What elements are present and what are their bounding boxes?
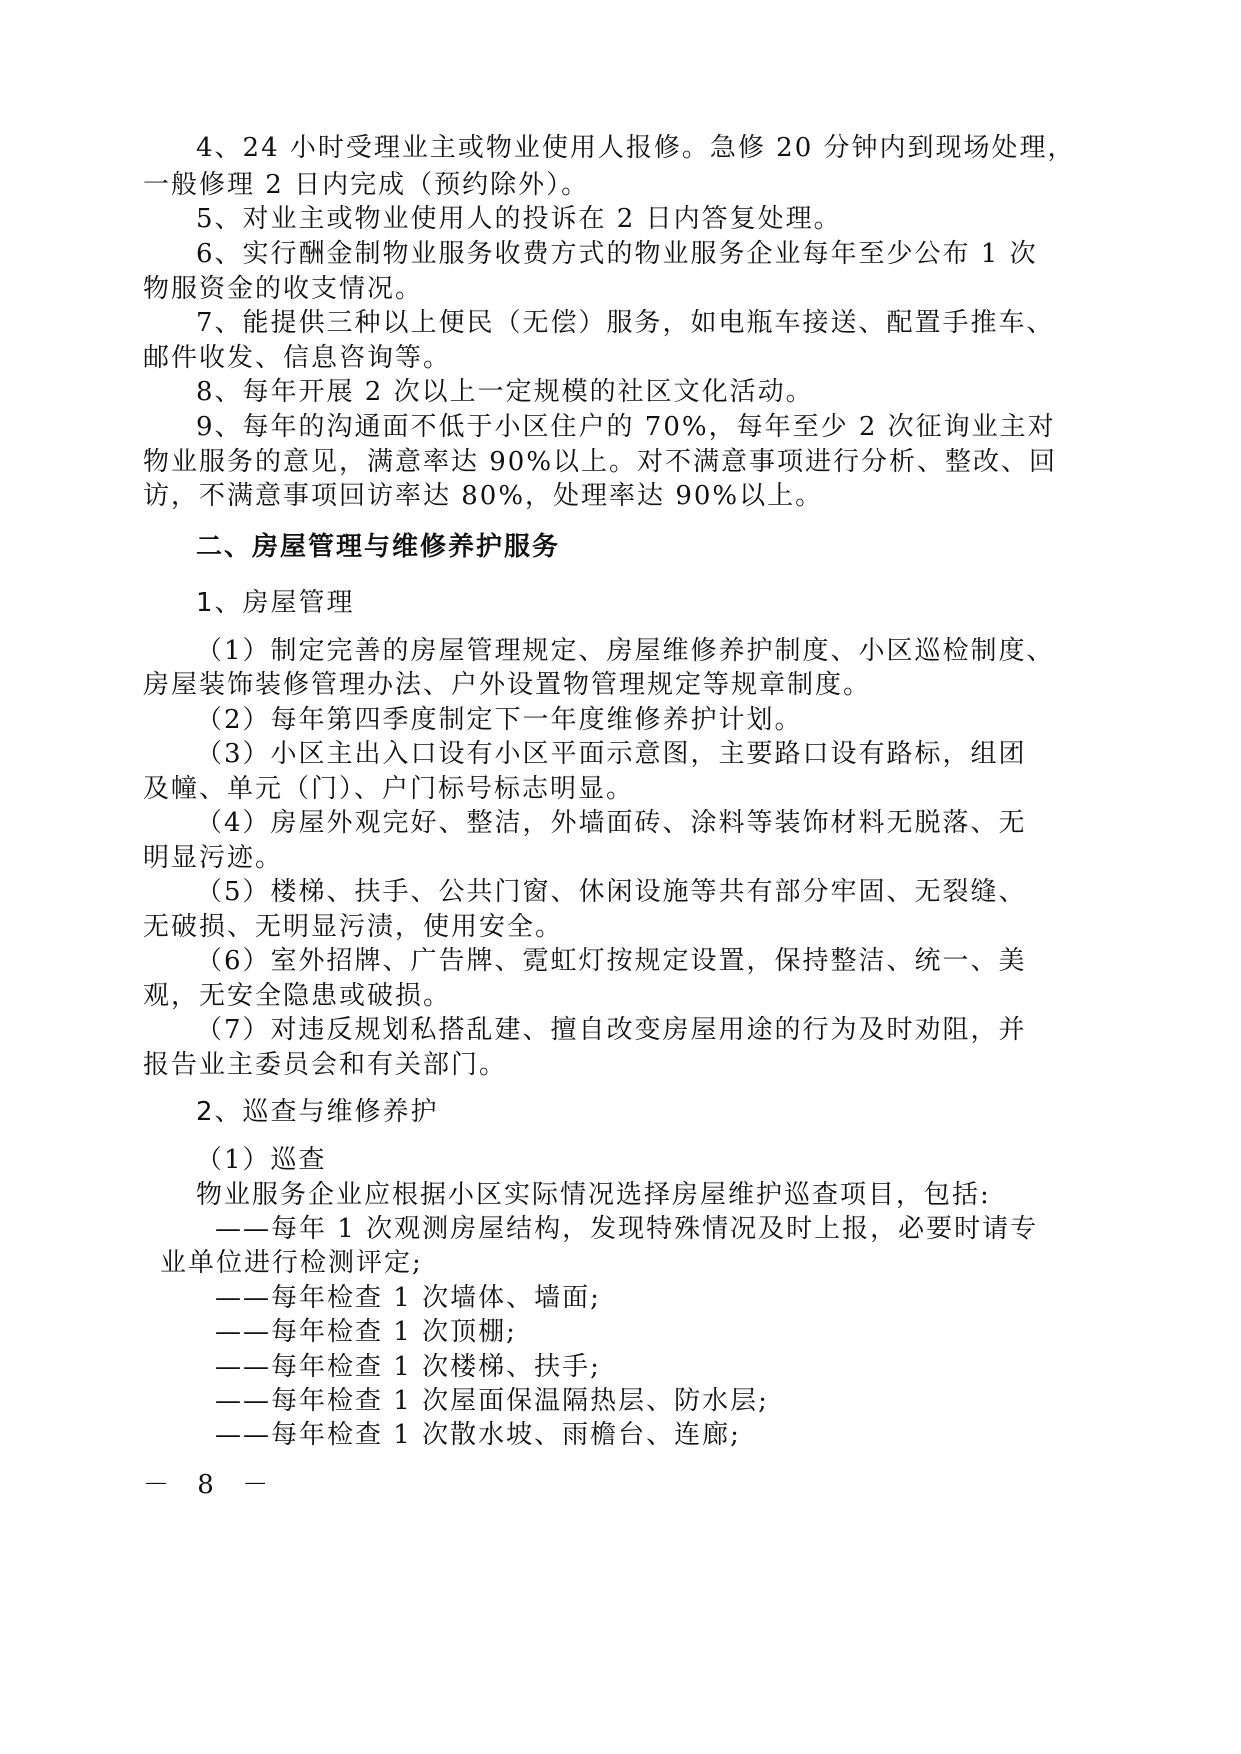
text-line: 业单位进行检测评定; xyxy=(160,1248,423,1278)
section-heading: 二、房屋管理与维修养护服务 xyxy=(196,532,561,562)
text-line: 物业服务的意见，满意率达 90%以上。对不满意事项进行分析、整改、回 xyxy=(143,447,1058,477)
text-line: 9、每年的沟通面不低于小区住户的 70%，每年至少 2 次征询业主对 xyxy=(196,412,1056,442)
text-line: （2）每年第四季度制定下一年度维修养护计划。 xyxy=(196,705,803,735)
text-line: （6）室外招牌、广告牌、霓虹灯按规定设置，保持整洁、统一、美 xyxy=(196,946,1027,976)
text-line: （7）对违反规划私搭乱建、擅自改变房屋用途的行为及时劝阻，并 xyxy=(196,1015,1027,1045)
text-line: （1）制定完善的房屋管理规定、房屋维修养护制度、小区巡检制度、 xyxy=(196,636,1055,666)
text-line: 6、实行酬金制物业服务收费方式的物业服务企业每年至少公布 1 次 xyxy=(196,239,1038,269)
text-line: 无破损、无明显污渍，使用安全。 xyxy=(143,912,564,942)
text-line: 5、对业主或物业使用人的投诉在 2 日内答复处理。 xyxy=(196,204,842,234)
text-line: 4、24 小时受理业主或物业使用人报修。急修 20 分钟内到现场处理， xyxy=(196,133,1076,163)
text-line: 邮件收发、信息咨询等。 xyxy=(143,343,452,373)
text-line: 报告业主委员会和有关部门。 xyxy=(143,1050,508,1080)
subsection-heading: 2、巡查与维修养护 xyxy=(196,1097,439,1127)
text-line: 物服资金的收支情况。 xyxy=(143,274,424,304)
text-line: 一般修理 2 日内完成（预约除外）。 xyxy=(143,170,590,200)
text-line: （4）房屋外观完好、整洁，外墙面砖、涂料等装饰材料无脱落、无 xyxy=(196,808,1027,838)
list-item: ——每年检查 1 次顶棚; xyxy=(215,1317,517,1347)
page-number: － 8 － xyxy=(143,1470,279,1500)
list-item: ——每年检查 1 次屋面保温隔热层、防水层; xyxy=(215,1386,769,1416)
text-line: 明显污迹。 xyxy=(143,843,284,873)
text-line: （1）巡查 xyxy=(196,1145,327,1175)
text-line: 观，无安全隐患或破损。 xyxy=(143,981,452,1011)
text-line: 7、能提供三种以上便民（无偿）服务，如电瓶车接送、配置手推车、 xyxy=(196,308,1055,338)
text-line: 物业服务企业应根据小区实际情况选择房屋维护巡查项目，包括: xyxy=(196,1180,991,1210)
list-item: ——每年 1 次观测房屋结构，发现特殊情况及时上报，必要时请专 xyxy=(215,1214,1039,1244)
list-item: ——每年检查 1 次散水坡、雨檐台、连廊; xyxy=(215,1420,741,1450)
text-line: 8、每年开展 2 次以上一定规模的社区文化活动。 xyxy=(196,377,814,407)
list-item: ——每年检查 1 次楼梯、扶手; xyxy=(215,1352,601,1382)
text-line: 及幢、单元（门）、户门标号标志明显。 xyxy=(143,774,635,804)
text-line: 房屋装饰装修管理办法、户外设置物管理规定等规章制度。 xyxy=(143,670,872,700)
text-line: 访，不满意事项回访率达 80%，处理率达 90%以上。 xyxy=(143,481,824,511)
text-line: （5）楼梯、扶手、公共门窗、休闲设施等共有部分牢固、无裂缝、 xyxy=(196,877,1027,907)
list-item: ——每年检查 1 次墙体、墙面; xyxy=(215,1283,601,1313)
text-line: （3）小区主出入口设有小区平面示意图，主要路口设有路标，组团 xyxy=(196,739,1027,769)
subsection-heading: 1、房屋管理 xyxy=(196,588,355,618)
